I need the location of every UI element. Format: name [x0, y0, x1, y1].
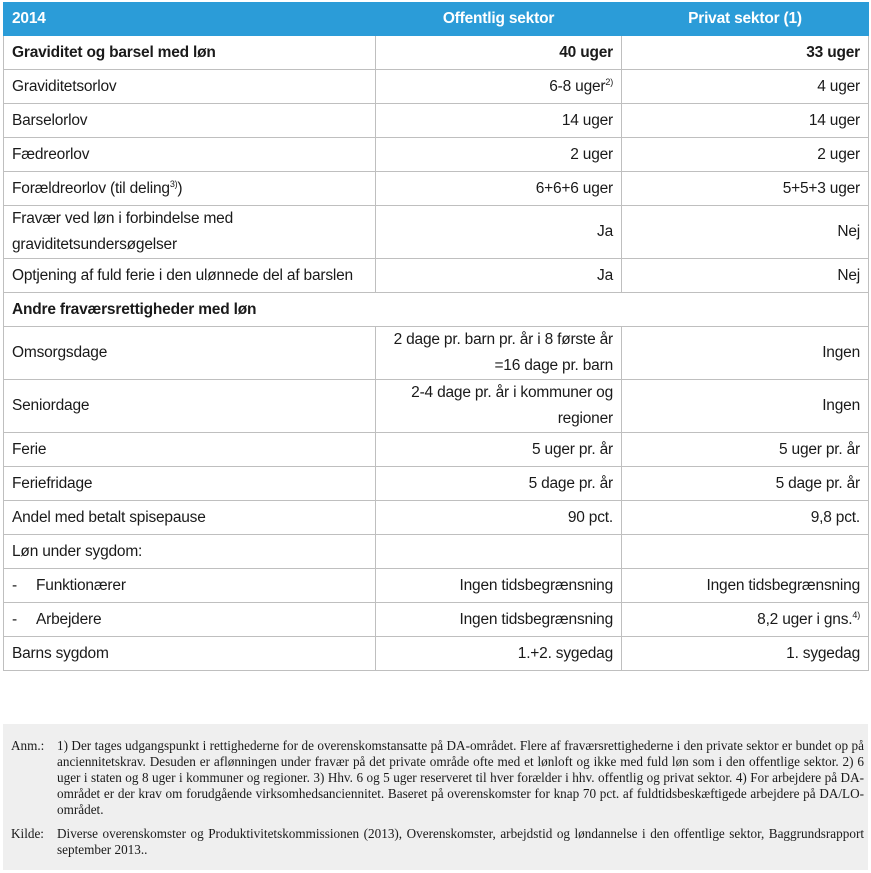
list-dash: - — [12, 610, 17, 628]
header-private-sector: Privat sektor (1) — [622, 3, 869, 36]
public-value: 2 uger — [376, 138, 622, 172]
row-label: Fædreorlov — [4, 138, 376, 172]
list-dash: - — [12, 576, 17, 594]
row-label: Graviditet og barsel med løn — [4, 36, 376, 70]
private-value: Nej — [622, 259, 869, 293]
table-row — [4, 104, 869, 138]
public-value: 14 uger — [376, 104, 622, 138]
public-value — [376, 535, 622, 569]
section-row — [4, 293, 869, 327]
footnote-ref: 4) — [852, 609, 860, 620]
public-value: 2 dage pr. barn pr. år i 8 første år =16 dage pr. barn — [376, 327, 622, 380]
private-value: Ingen tidsbegrænsning — [622, 569, 869, 603]
public-value: 6+6+6 uger — [376, 172, 622, 206]
note-kilde-text: Diverse overenskomster og Produktivitetskommissionen (2013), Overenskomster, arbejdstid og løndannelse i den offentlige sektor, Baggrundsrapport september 2013.. — [57, 826, 864, 857]
table-row — [4, 172, 869, 206]
public-value: Ingen tidsbegrænsning — [376, 603, 622, 637]
private-value: 5 uger pr. år — [622, 433, 869, 467]
table-row — [4, 327, 869, 380]
private-value: 5+5+3 uger — [622, 172, 869, 206]
private-value: Ingen — [622, 327, 869, 380]
row-label: Graviditetsorlov — [4, 70, 376, 104]
table-row — [4, 206, 869, 259]
row-label — [4, 172, 376, 206]
private-value: 1. sygedag — [622, 637, 869, 671]
public-value — [376, 70, 622, 104]
row-label — [4, 569, 376, 603]
private-value: 5 dage pr. år — [622, 467, 869, 501]
public-value: Ingen tidsbegrænsning — [376, 569, 622, 603]
note-anm-label: Anm.: — [11, 738, 45, 753]
public-value: 40 uger — [376, 36, 622, 70]
private-value: 14 uger — [622, 104, 869, 138]
row-label: Optjening af fuld ferie i den ulønnede del af barslen — [4, 259, 376, 293]
row-label — [4, 603, 376, 637]
public-value: Ja — [376, 206, 622, 259]
table-row — [4, 535, 869, 569]
table-row — [4, 467, 869, 501]
row-label: Barns sygdom — [4, 637, 376, 671]
section-heading: Andre fraværsrettigheder med løn — [4, 293, 869, 327]
public-value: Ja — [376, 259, 622, 293]
notes-box — [3, 724, 868, 870]
table-row — [4, 637, 869, 671]
table-row — [4, 380, 869, 433]
public-value-text: 6-8 uger — [549, 77, 606, 95]
table-header-row — [4, 3, 869, 36]
table-row — [4, 433, 869, 467]
private-value-text: 8,2 uger i gns. — [757, 610, 853, 628]
table-row — [4, 603, 869, 637]
row-label: Omsorgsdage — [4, 327, 376, 380]
private-value: Nej — [622, 206, 869, 259]
header-public-sector: Offentlig sektor — [376, 3, 622, 36]
row-label: Andel med betalt spisepause — [4, 501, 376, 535]
table-row — [4, 569, 869, 603]
private-value: 2 uger — [622, 138, 869, 172]
note-anm-text: 1) Der tages udgangspunkt i rettighederne for de overenskomstansatte på DA-området. Flere af fraværsrettighederne i den private sektor er bundet op på anciennitetskrav. Desuden er aflønningen under fravær på det private område ofte med et lønloft og ikke med fuld løn som i den offentlige sektor. 2) 6 uger i staten og 8 uger i kommuner og regioner. 3) Hhv. 6 og 5 uger reserveret til hver forælder i hhv. offentlig og privat sektor. 4) For arbejdere på DA-området er der krav om forudgående virksomhedsanciennitet. Baseret på overenskomster for knap 70 pct. af fuldtidsbeskæftigede arbejdere på DA/LO-området. — [57, 738, 864, 817]
row-label-text: Funktionærer — [36, 576, 126, 594]
table-row — [4, 501, 869, 535]
public-value: 90 pct. — [376, 501, 622, 535]
private-value: Ingen — [622, 380, 869, 433]
row-label-end: ) — [177, 179, 183, 197]
row-label: Barselorlov — [4, 104, 376, 138]
row-label-text: Forældreorlov (til deling — [12, 179, 170, 197]
table-row — [4, 36, 869, 70]
table-row — [4, 70, 869, 104]
public-value: 1.+2. sygedag — [376, 637, 622, 671]
public-value: 5 uger pr. år — [376, 433, 622, 467]
private-value — [622, 535, 869, 569]
private-value — [622, 603, 869, 637]
footnote-ref: 3) — [169, 178, 178, 189]
row-label: Seniordage — [4, 380, 376, 433]
private-value: 9,8 pct. — [622, 501, 869, 535]
header-year: 2014 — [4, 3, 376, 36]
leave-rights-table — [3, 2, 869, 671]
row-label-text: Arbejdere — [36, 610, 102, 628]
row-label: Løn under sygdom: — [4, 535, 376, 569]
table-row — [4, 259, 869, 293]
public-value: 5 dage pr. år — [376, 467, 622, 501]
row-label: Feriefridage — [4, 467, 376, 501]
public-value: 2-4 dage pr. år i kommuner og regioner — [376, 380, 622, 433]
footnote-ref: 2) — [605, 76, 613, 87]
private-value: 33 uger — [622, 36, 869, 70]
table-row — [4, 138, 869, 172]
note-kilde-label: Kilde: — [11, 826, 44, 841]
row-label: Fravær ved løn i forbindelse med graviditetsundersøgelser — [4, 206, 376, 259]
row-label: Ferie — [4, 433, 376, 467]
private-value: 4 uger — [622, 70, 869, 104]
